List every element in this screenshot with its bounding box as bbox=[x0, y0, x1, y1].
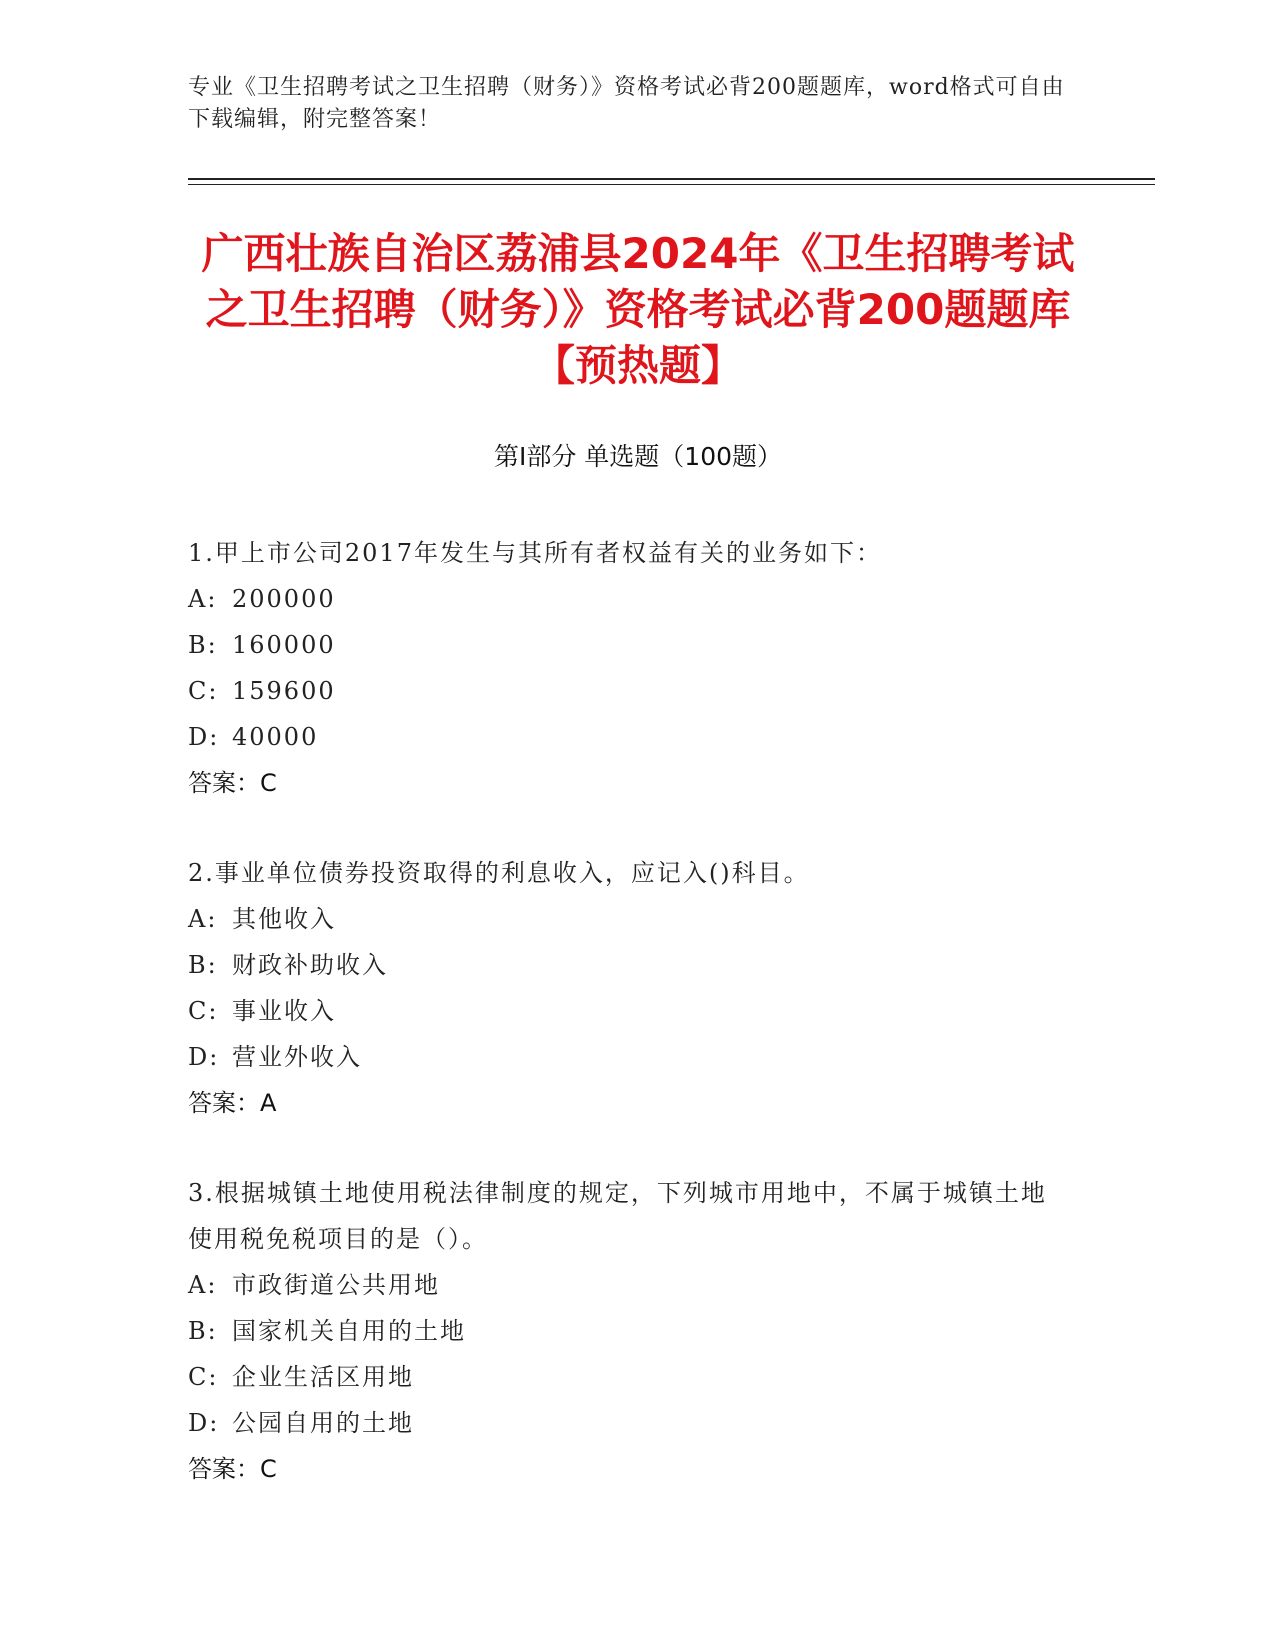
question-stem: 3.根据城镇土地使用税法律制度的规定，下列城市用地中，不属于城镇土地使用税免税项目的是（）。 bbox=[188, 1179, 1047, 1253]
option-d bbox=[188, 1034, 1068, 1080]
option-letter: D: bbox=[188, 1043, 220, 1071]
question-3 bbox=[188, 1170, 1068, 1492]
option-letter: C: bbox=[188, 997, 219, 1025]
question-stem: 1.甲上市公司2017年发生与其所有者权益有关的业务如下： bbox=[188, 539, 882, 567]
answer-line: 答案：A bbox=[188, 1089, 277, 1117]
option-d bbox=[188, 714, 1068, 760]
option-letter: A: bbox=[188, 1271, 218, 1299]
option-text: 营业外收入 bbox=[232, 1043, 362, 1071]
option-text: 企业生活区用地 bbox=[232, 1363, 414, 1391]
option-text: 市政街道公共用地 bbox=[232, 1271, 440, 1299]
option-b bbox=[188, 622, 1068, 668]
option-letter: C: bbox=[188, 677, 219, 705]
question-stem: 2.事业单位债券投资取得的利息收入，应记入()科目。 bbox=[188, 859, 810, 887]
option-c bbox=[188, 1354, 1068, 1400]
option-letter: B: bbox=[188, 1317, 218, 1345]
section-heading: 第I部分 单选题（100题） bbox=[493, 442, 783, 471]
option-text: 160000 bbox=[232, 631, 336, 659]
option-b bbox=[188, 942, 1068, 988]
option-text: 159600 bbox=[232, 677, 336, 705]
option-text: 公园自用的土地 bbox=[232, 1409, 414, 1437]
option-text: 财政补助收入 bbox=[232, 951, 388, 979]
header-rule-thick bbox=[188, 178, 1155, 180]
header-note: 专业《卫生招聘考试之卫生招聘（财务）》资格考试必背200题题库，word格式可自由下载编辑，附完整答案！ bbox=[188, 75, 1065, 132]
option-letter: A: bbox=[188, 585, 218, 613]
option-letter: B: bbox=[188, 631, 218, 659]
option-c bbox=[188, 668, 1068, 714]
document-title: 广西壮族自治区荔浦县2024年《卫生招聘考试之卫生招聘（财务）》资格考试必背200题题库【预热题】 bbox=[201, 229, 1075, 390]
option-text: 其他收入 bbox=[232, 905, 336, 933]
answer-line: 答案：C bbox=[188, 769, 277, 797]
option-a bbox=[188, 1262, 1068, 1308]
header-rule-thin bbox=[188, 184, 1155, 185]
option-d bbox=[188, 1400, 1068, 1446]
option-letter: B: bbox=[188, 951, 218, 979]
option-letter: D: bbox=[188, 1409, 220, 1437]
question-2 bbox=[188, 850, 1068, 1126]
option-a bbox=[188, 896, 1068, 942]
question-1 bbox=[188, 530, 1068, 806]
option-text: 200000 bbox=[232, 585, 336, 613]
answer-line: 答案：C bbox=[188, 1455, 277, 1483]
option-letter: C: bbox=[188, 1363, 219, 1391]
option-a bbox=[188, 576, 1068, 622]
option-b bbox=[188, 1308, 1068, 1354]
option-text: 国家机关自用的土地 bbox=[232, 1317, 466, 1345]
option-text: 事业收入 bbox=[232, 997, 336, 1025]
option-letter: A: bbox=[188, 905, 218, 933]
question-list bbox=[188, 530, 1068, 1536]
option-letter: D: bbox=[188, 723, 220, 751]
option-c bbox=[188, 988, 1068, 1034]
option-text: 40000 bbox=[232, 723, 319, 751]
